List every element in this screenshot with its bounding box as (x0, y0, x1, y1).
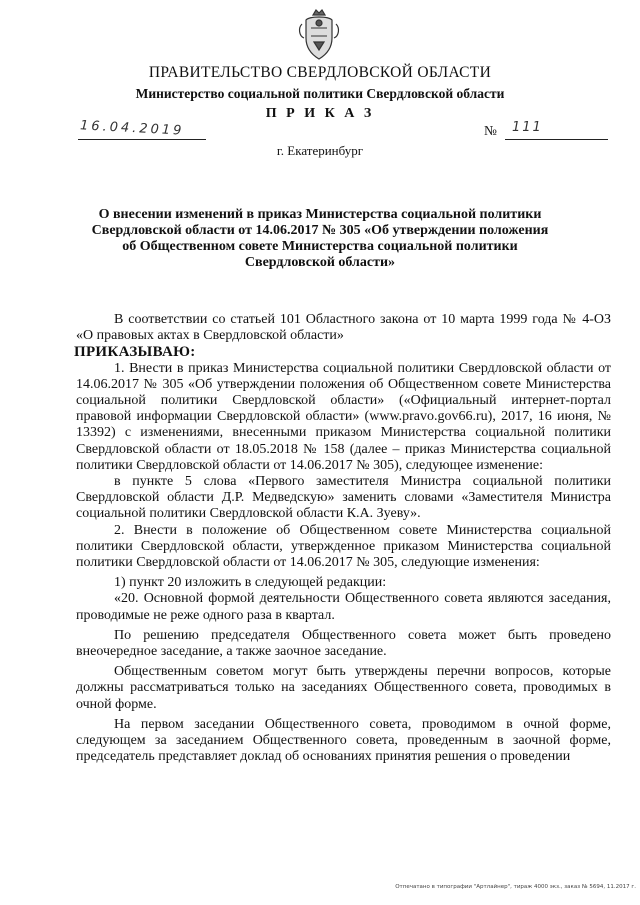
quote-paragraph-1: «20. Основной формой деятельности Общественного совета являются заседания, проводимые не реже одного раза в квартал. (76, 591, 611, 623)
quote-paragraph-4: На первом заседании Общественного совета, проводимом в очной форме, следующем за заседанием Общественного совета, проведенным в заочной форме, председатель представляет доклад об основаниях принятия решения о проведении (76, 716, 611, 765)
quote-paragraph-2: По решению председателя Общественного совета может быть проведено внеочередное заседание, а также заочное заседание. (76, 627, 611, 660)
order-word: ПРИКАЗЫВАЮ: (74, 344, 196, 361)
number-label: № (484, 123, 497, 138)
document-body (76, 312, 611, 765)
date-underline (78, 138, 206, 140)
handwritten-date: 16.04.2019 (79, 118, 185, 139)
item-1-change-paragraph: в пункте 5 слова «Первого заместителя Министра социальной политики Свердловской области Д.Р. Медведскую» заменить словами «Заместителя Министра социальной политики Свердловской области К.А. Зуеву». (76, 474, 611, 522)
title-line: Свердловской области» (244, 255, 396, 270)
ministry-heading: Министерство социальной политики Свердловской области (135, 86, 505, 101)
preamble-paragraph: В соответствии со статьей 101 Областного закона от 10 марта 1999 года № 4-ОЗ «О правовых актах в Свердловской области» (76, 312, 611, 344)
quote-paragraph-3: Общественным советом могут быть утверждены перечни вопросов, которые должны рассматриваться только на заседаниях Общественного совета, проводимых в очной форме. (76, 664, 611, 712)
item-2-subitem-1: 1) пункт 20 изложить в следующей редакции: (114, 575, 387, 591)
coat-of-arms-icon (296, 6, 342, 62)
document-type: П Р И К А З (265, 106, 375, 121)
number-underline (505, 138, 608, 140)
title-line: О внесении изменений в приказ Министерства социальной политики (98, 207, 542, 222)
document-title (60, 207, 580, 271)
item-2-paragraph: 2. Внести в положение об Общественном совете Министерства социальной политики Свердловской области, утвержденное приказом Министерства социальной политики Свердловской области от 14.06.2017 № 305, следующие изменения: (76, 522, 611, 571)
handwritten-number: 111 (512, 120, 543, 135)
item-1-paragraph: 1. Внести в приказ Министерства социальной политики Свердловской области от 14.06.2017 № 305 «Об утверждении положения об Общественном совете Министерства социальной политики Свердловской области» («Официальный интернет-портал правовой информации Свердловской области» (www.pravo.gov66.ru), 2017, 16 июня, № 13392) с изменениями, внесенными приказом Министерства социальной политики Свердловской области от 18.05.2018 № 158 (далее – приказ Министерства социальной политики Свердловской области от 14.06.2017 № 305), следующее изменение: (76, 360, 611, 473)
city-line: г. Екатеринбург (276, 143, 364, 158)
title-line: об Общественном совете Министерства социальной политики (122, 239, 518, 254)
government-heading: ПРАВИТЕЛЬСТВО СВЕРДЛОВСКОЙ ОБЛАСТИ (148, 64, 492, 81)
print-note: Отпечатано в типографии "Артлайнер", тираж 4000 экз., заказ № 5694, 11.2017 г. (395, 884, 636, 890)
title-line: Свердловской области от 14.06.2017 № 305 «Об утверждении положения (91, 223, 549, 238)
